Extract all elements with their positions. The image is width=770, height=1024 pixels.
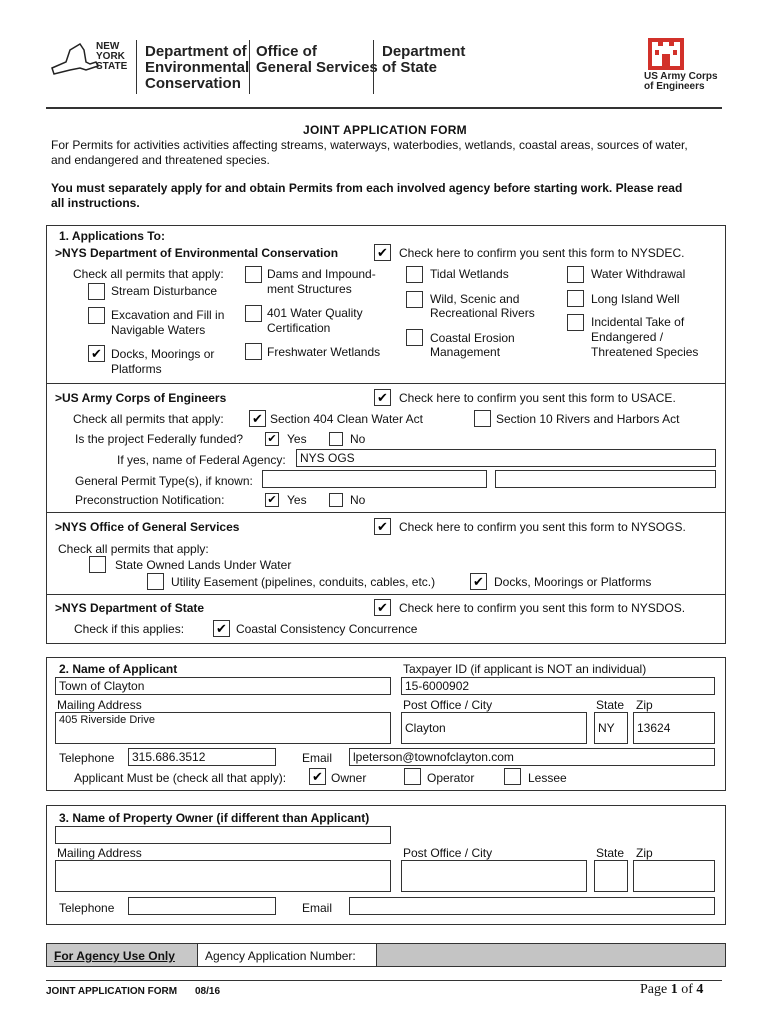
excavation-label1: Excavation and Fill in: [111, 308, 225, 322]
city-input[interactable]: Clayton: [401, 712, 587, 744]
intro-line2: and endangered and threatened species.: [51, 153, 270, 167]
owner-state-label: State: [596, 846, 625, 860]
owner-zip-label: Zip: [636, 846, 653, 860]
owner-name-input[interactable]: [55, 826, 391, 844]
taxpayer-input[interactable]: 15-6000902: [401, 677, 715, 695]
usace-castle-icon: [648, 38, 684, 70]
dos-line2: of State: [382, 59, 438, 76]
li-well-checkbox[interactable]: [567, 290, 584, 307]
dos-heading: >NYS Department of State: [55, 601, 205, 615]
ny-line2: YORK: [96, 51, 125, 62]
intro-line1: For Permits for activities activities affecting streams, waterways, waterbodies, wetlands, coastal areas, sources of water,: [51, 138, 688, 152]
water-quality-label1: 401 Water Quality: [267, 306, 363, 320]
pcn-no-label: No: [350, 493, 366, 507]
dos-confirm-label: Check here to confirm you sent this form to NYSDOS.: [399, 601, 686, 615]
usace-logo-text: [644, 72, 718, 92]
usace-line2: of Engineers: [644, 81, 705, 92]
dams-label2: ment Structures: [267, 282, 352, 296]
page-current: 1: [670, 982, 678, 997]
owner-zip-input[interactable]: [633, 860, 715, 892]
section-404-label: Section 404 Clean Water Act: [270, 412, 423, 426]
freshwater-checkbox[interactable]: [245, 343, 262, 360]
water-quality-label2: Certification: [267, 321, 331, 335]
usace-line1: US Army Corps: [644, 71, 718, 82]
owner-telephone-input[interactable]: [128, 897, 276, 915]
dec-heading: >NYS Department of Environmental Conservation: [55, 246, 339, 260]
federal-funded-question: Is the project Federally funded?: [75, 432, 244, 446]
dec-logo-text: [145, 44, 249, 92]
divider-dec-usace: [46, 383, 726, 384]
ny-line3: STATE: [96, 61, 128, 72]
city-label: Post Office / City: [403, 698, 493, 712]
dos-applies-label: Check if this applies:: [74, 622, 185, 636]
ogs-check-all: Check all permits that apply:: [58, 542, 209, 556]
stream-disturbance-checkbox[interactable]: [88, 283, 105, 300]
divider-ogs-dos: [46, 594, 726, 595]
owner-mailing-label: Mailing Address: [57, 846, 142, 860]
page-title: JOINT APPLICATION FORM: [303, 123, 467, 137]
docks-label1: Docks, Moorings or: [111, 347, 215, 361]
ogs-heading: >NYS Office of General Services: [55, 520, 240, 534]
telephone-input[interactable]: 315.686.3512: [128, 748, 276, 766]
dec-confirm-checkbox[interactable]: ✔: [374, 244, 391, 261]
ccc-checkbox[interactable]: ✔: [213, 620, 230, 637]
dos-line1: Department: [382, 43, 466, 60]
dec-line1: Department of: [145, 43, 247, 60]
ny-logo-text: [96, 42, 127, 72]
excavation-checkbox[interactable]: [88, 307, 105, 324]
section-10-checkbox[interactable]: [474, 410, 491, 427]
federal-no-checkbox[interactable]: [329, 432, 343, 446]
state-label: State: [596, 698, 625, 712]
federal-yes-label: Yes: [287, 432, 307, 446]
incidental-take-label1: Incidental Take of: [591, 315, 685, 329]
ny-state-map-icon: [50, 40, 100, 78]
ogs-confirm-label: Check here to confirm you sent this form to NYSOGS.: [399, 520, 686, 534]
footer-divider: [46, 980, 722, 981]
wild-scenic-label2: Recreational Rivers: [430, 306, 535, 320]
incidental-take-label3: Threatened Species: [591, 345, 699, 359]
federal-no-label: No: [350, 432, 366, 446]
owner-telephone-label: Telephone: [59, 901, 115, 915]
email-label: Email: [302, 751, 333, 765]
dec-confirm-label: Check here to confirm you sent this form to NYSDEC.: [399, 246, 685, 260]
mailing-address-input[interactable]: 405 Riverside Drive: [55, 712, 391, 744]
usace-check-all: Check all permits that apply:: [73, 412, 224, 426]
incidental-take-label2: Endangered /: [591, 330, 664, 344]
lessee-label: Lessee: [528, 771, 567, 785]
header-divider: [46, 107, 722, 109]
footer-form-name: JOINT APPLICATION FORM: [46, 986, 178, 997]
freshwater-label: Freshwater Wetlands: [267, 345, 381, 359]
agency-use-label: For Agency Use Only: [54, 949, 175, 963]
state-input[interactable]: NY: [594, 712, 628, 744]
li-well-label: Long Island Well: [591, 292, 680, 306]
owner-label: Owner: [331, 771, 367, 785]
usace-confirm-label: Check here to confirm you sent this form to USACE.: [399, 391, 676, 405]
footer-version: 08/16: [195, 986, 221, 997]
federal-agency-question: If yes, name of Federal Agency:: [117, 453, 286, 467]
page-prefix: Page: [640, 982, 668, 997]
wild-scenic-checkbox[interactable]: [406, 291, 423, 308]
docks-checkbox[interactable]: ✔: [88, 345, 105, 362]
dec-line2: Environmental: [145, 59, 250, 76]
pcn-yes-label: Yes: [287, 493, 307, 507]
pcn-question: Preconstruction Notification:: [75, 493, 225, 507]
coastal-erosion-label2: Management: [430, 345, 501, 359]
owner-city-label: Post Office / City: [403, 846, 493, 860]
utility-easement-label: Utility Easement (pipelines, conduits, cables, etc.): [171, 575, 436, 589]
zip-input[interactable]: 13624: [633, 712, 715, 744]
dos-confirm-checkbox[interactable]: ✔: [374, 599, 391, 616]
state-owned-checkbox[interactable]: [89, 556, 106, 573]
wild-scenic-label1: Wild, Scenic and: [430, 292, 520, 306]
state-owned-label: State Owned Lands Under Water: [115, 558, 292, 572]
dec-check-all: Check all permits that apply:: [73, 267, 224, 281]
warning-line2: all instructions.: [51, 196, 140, 210]
general-permit-question: General Permit Type(s), if known:: [75, 474, 253, 488]
ogs-logo-text: [256, 44, 378, 76]
section1-heading: 1. Applications To:: [59, 229, 166, 243]
divider-usace-ogs: [46, 512, 726, 513]
general-permit-input-2[interactable]: [495, 470, 716, 488]
tidal-checkbox[interactable]: [406, 266, 423, 283]
tidal-label: Tidal Wetlands: [430, 267, 509, 281]
email-input[interactable]: lpeterson@townofclayton.com: [349, 748, 715, 766]
ny-line1: NEW: [96, 41, 120, 52]
applicant-must-be-label: Applicant Must be (check all that apply):: [74, 771, 287, 785]
ccc-label: Coastal Consistency Concurrence: [236, 622, 418, 636]
section3-heading: 3. Name of Property Owner (if different than Applicant): [59, 811, 370, 825]
section-404-checkbox[interactable]: ✔: [249, 410, 266, 427]
ogs-line1: Office of: [256, 43, 317, 60]
section2-heading: 2. Name of Applicant: [59, 662, 178, 676]
owner-email-input[interactable]: [349, 897, 715, 915]
applicant-name-input[interactable]: Town of Clayton: [55, 677, 391, 695]
operator-checkbox[interactable]: [404, 768, 421, 785]
federal-agency-input[interactable]: NYS OGS: [296, 449, 716, 467]
coastal-erosion-label1: Coastal Erosion: [430, 331, 515, 345]
ogs-docks-label: Docks, Moorings or Platforms: [494, 575, 652, 589]
owner-email-label: Email: [302, 901, 333, 915]
dos-logo-text: [382, 44, 465, 76]
zip-label: Zip: [636, 698, 653, 712]
docks-label2: Platforms: [111, 362, 162, 376]
pcn-no-checkbox[interactable]: [329, 493, 343, 507]
telephone-label: Telephone: [59, 751, 115, 765]
utility-easement-checkbox[interactable]: [147, 573, 164, 590]
ogs-confirm-checkbox[interactable]: ✔: [374, 518, 391, 535]
stream-disturbance-label: Stream Disturbance: [111, 284, 218, 298]
coastal-erosion-checkbox[interactable]: [406, 329, 423, 346]
ogs-docks-checkbox[interactable]: ✔: [470, 573, 487, 590]
ogs-line2: General Services: [256, 59, 378, 76]
taxpayer-label: Taxpayer ID (if applicant is NOT an individual): [403, 662, 647, 676]
owner-city-input[interactable]: [401, 860, 587, 892]
mailing-address-label: Mailing Address: [57, 698, 142, 712]
owner-mailing-input[interactable]: [55, 860, 391, 892]
dec-line3: Conservation: [145, 75, 241, 92]
section-10-label: Section 10 Rivers and Harbors Act: [496, 412, 680, 426]
dams-label1: Dams and Impound-: [267, 267, 376, 281]
agency-number-input[interactable]: [377, 944, 725, 966]
water-quality-checkbox[interactable]: [245, 305, 262, 322]
page-total: 4: [696, 982, 704, 997]
page-of: of: [681, 982, 693, 997]
federal-yes-checkbox[interactable]: ✔: [265, 432, 279, 446]
usace-heading: >US Army Corps of Engineers: [55, 391, 227, 405]
excavation-label2: Navigable Waters: [111, 323, 206, 337]
water-withdrawal-label: Water Withdrawal: [591, 267, 686, 281]
agency-number-label: Agency Application Number:: [205, 949, 356, 963]
warning-line1: You must separately apply for and obtain Permits from each involved agency before starting work. Please read: [51, 181, 683, 195]
owner-state-input[interactable]: [594, 860, 628, 892]
operator-label: Operator: [427, 771, 475, 785]
dams-checkbox[interactable]: [245, 266, 262, 283]
incidental-take-checkbox[interactable]: [567, 314, 584, 331]
water-withdrawal-checkbox[interactable]: [567, 266, 584, 283]
lessee-checkbox[interactable]: [504, 768, 521, 785]
page-number: [640, 982, 703, 998]
usace-confirm-checkbox[interactable]: ✔: [374, 389, 391, 406]
general-permit-input-1[interactable]: [262, 470, 487, 488]
pcn-yes-checkbox[interactable]: ✔: [265, 493, 279, 507]
owner-checkbox[interactable]: ✔: [309, 768, 326, 785]
